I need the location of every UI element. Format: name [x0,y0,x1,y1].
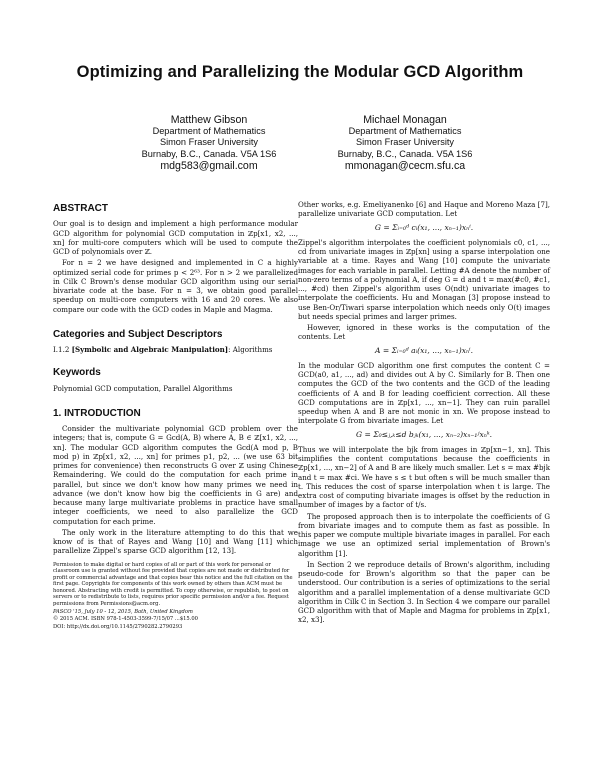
equation: G = Σᵢ₌₀ᵈ cᵢ(x₁, ..., xₙ₋₁)xₙⁱ. [374,222,474,232]
author-block-2 [300,114,510,172]
body-paragraph: Other works, e.g. Emeliyanenko [6] and Haque and Moreno Maza [7], parallelize univariate GCD computation. Let [298,200,550,219]
category-id: I.1.2 [53,345,70,354]
conference-line: PASCO '15, July 10 - 12, 2015, Bath, United Kingdom [53,608,193,615]
author-address: Burnaby, B.C., Canada. V5A 1S6 [141,148,277,159]
body-paragraph: In Section 2 we reproduce details of Brown's algorithm, including pseudo-code for Brown's algorithm so that the paper can be understood. Our contribution is a series of optimizations to the serial algorithm and a parallel implementation of a dense multivariate GCD algorithm in Cilk C in Section 3. In Section 4 we compare our parallel GCD algorithm with that of Maple and Magma for problems in ℤp[x1, x2, x3]. [298,559,550,625]
body-paragraph: In the modular GCD algorithm one first computes the content C = GCD(a0, a1, ..., ad) and divides out A by C. Similarly for B. Then one computes the GCD of the two contents and the GCD of the leading coefficients of A and B for leading coefficient correction. All these GCD computations are in ℤp[x1, ..., xn−1]. They can ruin parallel speedup when A and B are not monic in xn. We propose instead to interpolate G from bivariate images. Let [298,360,550,426]
author-email: mdg583@gmail.com [160,160,258,173]
body-paragraph: Thus we will interpolate the bjk from images in ℤp[xn−1, xn]. This simplifies the content computations because the coefficients in ℤp[x1, ..., xn−2] of A and B are likely much smaller. Let s = max #bjk and t = max #ci. We have s ≤ t but often s will be much smaller than t. This reduces the cost of sparse interpolation when t is large. The extra cost of computing bivariate images is offset by the reduction in number of images by a factor of t/s. [298,444,550,510]
keywords-text: Polynomial GCD computation, Parallel Algorithms [53,383,233,393]
author-univ: Simon Fraser University [355,137,455,148]
author-dept: Department of Mathematics [348,126,462,136]
permission-text: Permission to make digital or hard copies of all or part of this work for personal or classroom use is granted without fee provided that copies are not made or distributed for profit or commercial advantage and that copies bear this notice and the full citation on the first page. Copyrights for components of this work owned by others than ACM must be honored. Abstracting with credit is permitted. To copy otherwise, or republish, to post on servers or to redistribute to lists, requires prior specific permission and/or a fee. Request permissions from Permissions@acm.org. [53,561,293,608]
equation: G = Σ₀≤ⱼ,ₖ≤d bⱼₖ(x₁, ..., xₙ₋₂)xₙ₋₁ʲxₙᵏ. [355,429,493,439]
body-paragraph: Zippel's algorithm interpolates the coefficient polynomials c0, c1, ..., cd from univariate images in ℤp[xn] using a sparse interpolation one variable at a time. Rayes and Wang [10] compute the univariate images for each variable in parallel. Letting #A denote the number of non-zero terms of a polynomial A, if deg G = d and t = max(#c0, #c1, ..., #cd) then Zippel's algorithm uses O(ndt) univariate images to interpolate the coefficients. Hu and Monagan [3] propose instead to use Ben-Or/Tiwari sparse interpolation which needs only O(t) images but needs special primes and larger primes. [298,237,550,321]
abstract-heading: ABSTRACT [53,203,108,214]
category-name: [Symbolic and Algebraic Manipulation] [71,345,229,354]
permission-notice [53,562,298,631]
body-paragraph: The proposed approach then is to interpolate the coefficients of G from bivariate images and to compute them as fast as possible. In this paper we compute multiple bivariate images in parallel. For each image we use an optimized serial implementation of Brown's algorithm [1]. [298,511,550,558]
author-univ: Simon Fraser University [159,137,259,148]
abstract-paragraph: For n = 2 we have designed and implemented in C a highly optimized serial code for primes p < 2⁶³. For n > 2 we parallelized in Cilk C Brown's dense modular GCD algorithm using our serial bivariate code at the base. For n = 3, we obtain good parallel speedup on multi-core computers with 16 and 20 cores. We also compare our code with the GCD codes in Maple and Magma. [53,258,298,314]
categories-heading: Categories and Subject Descriptors [53,328,223,340]
keywords-heading: Keywords [53,367,101,379]
author-block-1 [104,114,314,172]
body-paragraph: However, ignored in these works is the computation of the contents. Let [298,323,550,342]
left-column [53,200,298,631]
author-name: Michael Monagan [363,114,447,126]
equation: A = Σᵢ₌₀ᵈ aᵢ(x₁, ..., xₙ₋₁)xₙⁱ. [375,345,473,355]
author-name: Matthew Gibson [170,114,248,126]
category-rest: : Algorithms [228,345,273,354]
categories-text [53,345,298,354]
author-dept: Department of Mathematics [152,126,266,136]
abstract-paragraph: Our goal is to design and implement a high performance modular GCD algorithm for polynomial GCD computation in ℤp[x1, x2, ..., xn] for multi-core computers which will be used to compute the GCD of polynomials over ℤ. [53,219,298,256]
author-address: Burnaby, B.C., Canada. V5A 1S6 [337,148,473,159]
intro-paragraph: Consider the multivariate polynomial GCD problem over the integers; that is, compute G = Gcd(A, B) where A, B ∈ ℤ[x1, x2, ..., xn]. The modular GCD algorithm computes the Gcd(A mod p, B mod p) in ℤp[x1, x2, ..., xn] for primes p1, p2, ... (we use 63 bit primes for convenience) then reconstructs G over ℤ using Chinese Remaindering. We could do the computation for each prime in parallel, but since we don't know how many primes we need in advance (we don't know how big the coefficients in G are) and because many large multivariate problems in practice have small integer coefficients, we need to also parallelize the GCD computation for each prime. [53,424,298,526]
intro-paragraph: The only work in the literature attempting to do this that we know of is that of Rayes and Wang [10] and Wang [11] which parallelize Zippel's sparse GCD algorithm [12, 13]. [53,527,298,556]
paper-title: Optimizing and Parallelizing the Modular GCD Algorithm [76,63,524,81]
right-column [298,200,550,627]
author-email: mmonagan@cecm.sfu.ca [344,160,466,173]
isbn-line: © 2015 ACM. ISBN 978-1-4503-3599-7/15/07 ...$15.00 [53,616,198,623]
doi-link[interactable]: DOI: http://dx.doi.org/10.1145/2790282.2790293 [53,623,183,630]
introduction-heading: 1. INTRODUCTION [53,407,141,419]
